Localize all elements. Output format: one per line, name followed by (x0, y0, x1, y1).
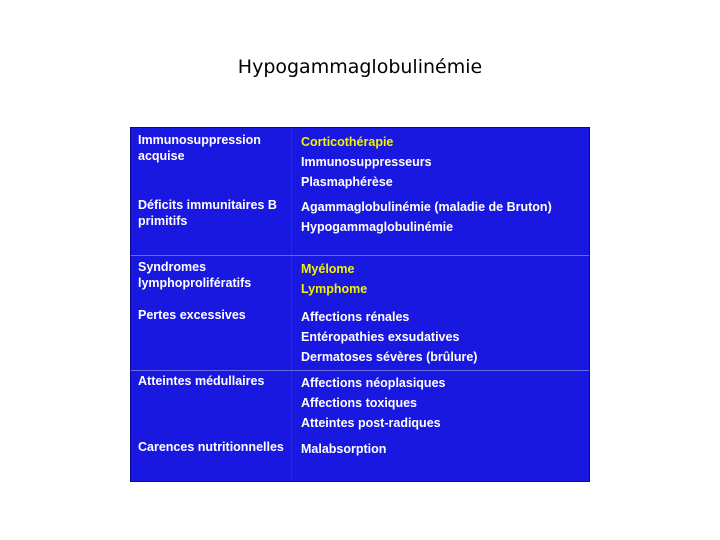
row-item: Lymphome (301, 282, 368, 296)
row-item: Agammaglobulinémie (maladie de Bruton) (301, 200, 552, 214)
column-divider (291, 128, 292, 482)
row-category: Pertes excessives (138, 308, 246, 322)
row-category: Syndromes lymphoprolifératifs (138, 260, 252, 290)
row-item: Hypogammaglobulinémie (301, 220, 454, 234)
row-items (301, 439, 587, 459)
row-items (301, 197, 587, 237)
row-item: Dermatoses sévères (brûlure) (301, 350, 478, 364)
row-separator (131, 370, 590, 371)
slide-title: Hypogammaglobulinémie (237, 56, 483, 78)
row-item: Atteintes post-radiques (301, 416, 441, 430)
row-category: Déficits immunitaires B primitifs (138, 198, 277, 228)
row-item: Myélome (301, 262, 355, 276)
row-category: Atteintes médullaires (138, 374, 265, 388)
row-item: Affections rénales (301, 310, 410, 324)
row-items (301, 307, 587, 367)
row-separator (131, 255, 590, 256)
row-item: Malabsorption (301, 442, 387, 456)
row-item: Corticothérapie (301, 135, 394, 149)
row-item: Immunosuppresseurs (301, 155, 432, 169)
row-items (301, 132, 587, 192)
row-category: Immunosuppression acquise (138, 133, 261, 163)
row-item: Entéropathies exsudatives (301, 330, 460, 344)
row-item: Affections toxiques (301, 396, 417, 410)
row-item: Affections néoplasiques (301, 376, 446, 390)
row-items (301, 373, 587, 433)
row-category: Carences nutritionnelles (138, 440, 284, 454)
causes-table (130, 127, 590, 482)
row-items (301, 259, 587, 299)
row-item: Plasmaphérèse (301, 175, 393, 189)
